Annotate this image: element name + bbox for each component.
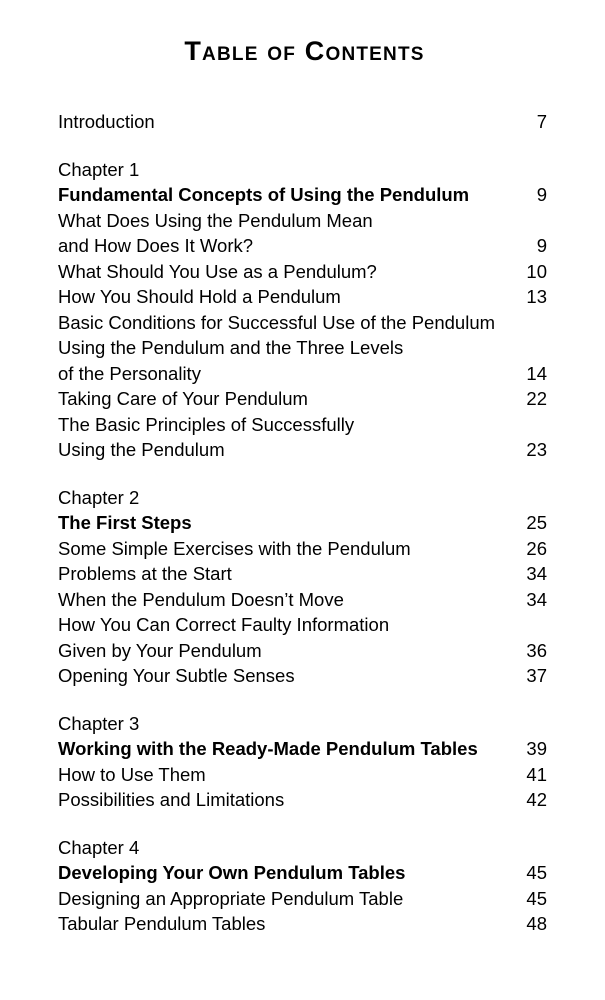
toc-row[interactable] (58, 711, 547, 737)
toc-entry-page-number: 37 (526, 665, 547, 686)
page-title: Table of Contents (184, 36, 425, 66)
toc-entry-label: Designing an Appropriate Pendulum Table (58, 887, 404, 909)
toc-entry-label: Possibilities and Limitations (58, 789, 285, 810)
toc-group (58, 485, 547, 689)
toc-row[interactable] (58, 663, 547, 689)
toc-entry-label: and How Does It Work? (58, 235, 254, 256)
toc-row[interactable] (58, 361, 547, 387)
toc-entry-label: Chapter 1 (58, 158, 140, 180)
toc-entry-label: When the Pendulum Doesn’t Move (58, 588, 344, 610)
toc-entry-label: The Basic Principles of Successfully (58, 413, 355, 435)
toc-entry-page-number: 41 (526, 763, 547, 785)
toc-section-row[interactable] (58, 510, 547, 536)
toc-row[interactable] (58, 587, 547, 613)
toc-group (58, 711, 547, 813)
toc-row[interactable] (58, 310, 547, 336)
toc-section-row[interactable] (58, 736, 547, 762)
toc-entry-page-number: 36 (526, 639, 547, 661)
toc-group (58, 157, 547, 463)
toc-entry-label: Some Simple Exercises with the Pendulum (58, 537, 411, 559)
toc-entry-page-number: 42 (526, 789, 547, 810)
toc-entry-label: Using the Pendulum and the Three Levels (58, 337, 404, 358)
toc-row[interactable] (58, 157, 547, 183)
toc-entry-label: The First Steps (58, 512, 192, 533)
toc-entry-label: How You Can Correct Faulty Information (58, 614, 390, 635)
toc-entry-label: of the Personality (58, 362, 201, 384)
toc-entry-page-number: 14 (526, 362, 547, 384)
toc-row[interactable] (58, 536, 547, 562)
toc-row[interactable] (58, 638, 547, 664)
toc-row[interactable] (58, 762, 547, 788)
toc-entry-label: Developing Your Own Pendulum Tables (58, 862, 406, 883)
toc-entry-label: Chapter 4 (58, 836, 140, 858)
toc-entry-page-number: 13 (526, 286, 547, 307)
toc-entry-label: Introduction (58, 111, 155, 132)
toc-entry-label: Given by Your Pendulum (58, 639, 262, 661)
toc-row[interactable] (58, 412, 547, 438)
toc-entry-page-number: 22 (526, 388, 547, 409)
toc-entry-page-number: 26 (526, 537, 547, 559)
toc-entry-label: Chapter 3 (58, 712, 140, 734)
toc-entry-page-number: 9 (536, 184, 547, 205)
toc-row[interactable] (58, 386, 547, 412)
toc-entry-label: Fundamental Concepts of Using the Pendulum (58, 184, 470, 205)
toc-entry-page-number: 7 (536, 111, 547, 132)
toc-entry-label: Tabular Pendulum Tables (58, 913, 266, 934)
toc-row[interactable] (58, 485, 547, 511)
toc-section-row[interactable] (58, 182, 547, 208)
toc-entry-page-number: 25 (526, 512, 547, 533)
toc-section-row[interactable] (58, 860, 547, 886)
toc-entry-page-number: 45 (526, 862, 547, 883)
toc-row[interactable] (58, 561, 547, 587)
toc-entry-label: Chapter 2 (58, 486, 140, 508)
toc-entry-label: How You Should Hold a Pendulum (58, 286, 341, 307)
toc-entry-label: Problems at the Start (58, 563, 232, 584)
toc-entry-page-number: 10 (526, 260, 547, 282)
toc-row[interactable] (58, 233, 547, 259)
toc-row[interactable] (58, 109, 547, 135)
toc-row[interactable] (58, 335, 547, 361)
toc-entry-page-number: 23 (526, 439, 547, 460)
toc-row[interactable] (58, 284, 547, 310)
toc-entry-label: How to Use Them (58, 763, 206, 785)
toc-entry-page-number: 48 (526, 913, 547, 934)
toc-row[interactable] (58, 886, 547, 912)
toc-entry-label: What Does Using the Pendulum Mean (58, 209, 373, 231)
toc-group (58, 835, 547, 937)
toc-row[interactable] (58, 208, 547, 234)
toc-entry-label: Basic Conditions for Successful Use of the Pendulum (58, 311, 496, 333)
toc-row[interactable] (58, 612, 547, 638)
toc-row[interactable] (58, 259, 547, 285)
toc-group (58, 109, 547, 135)
toc-row[interactable] (58, 787, 547, 813)
toc-entry-page-number: 34 (526, 588, 547, 610)
toc-row[interactable] (58, 911, 547, 937)
toc-entry-page-number: 9 (536, 235, 547, 256)
toc-entry-page-number: 34 (526, 563, 547, 584)
toc-row[interactable] (58, 835, 547, 861)
toc-row[interactable] (58, 437, 547, 463)
toc-entry-list (58, 109, 547, 937)
toc-entry-label: Opening Your Subtle Senses (58, 665, 295, 686)
toc-entry-label: Using the Pendulum (58, 439, 225, 460)
toc-entry-page-number: 39 (526, 738, 547, 759)
toc-entry-page-number: 45 (526, 887, 547, 909)
toc-entry-label: Working with the Ready-Made Pendulum Tables (58, 738, 478, 759)
toc-entry-label: What Should You Use as a Pendulum? (58, 260, 377, 282)
toc-entry-label: Taking Care of Your Pendulum (58, 388, 308, 409)
